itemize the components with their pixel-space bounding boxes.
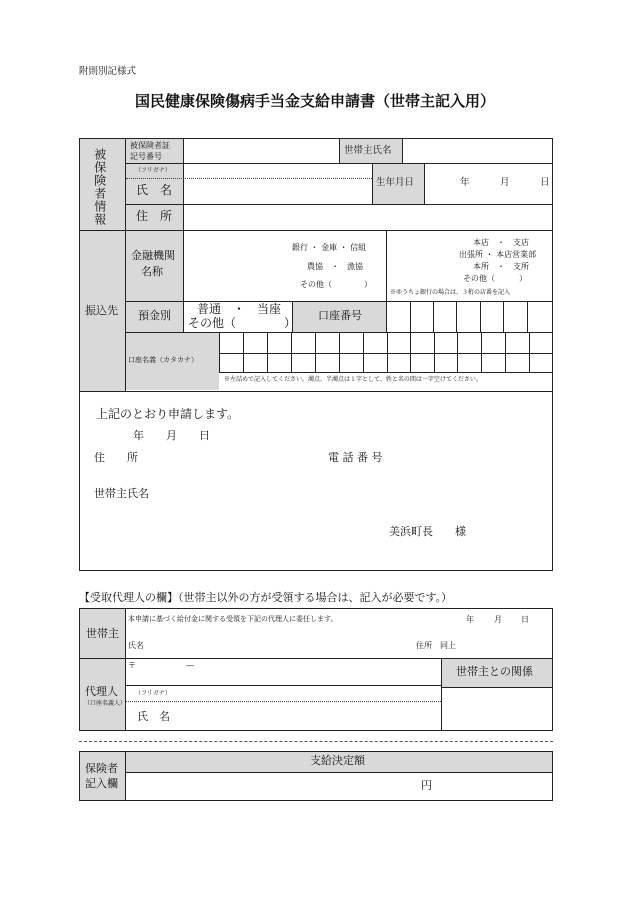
declaration-phone-label: 電 話 番 号: [328, 451, 383, 464]
cut-line: [79, 741, 553, 742]
delegation-text: 本申請に基づく給付金に関する受領を下記の代理人に委任します。: [128, 615, 338, 623]
agent-name-field[interactable]: [180, 704, 438, 729]
holder-note: ※左詰めで記入してください。濁点、半濁点は１字として、姓と名の間は一字空けてください。: [224, 376, 482, 383]
form-title: 国民健康保険傷病手当金支給申請書（世帯主記入用）: [134, 92, 495, 110]
declaration-statement: 上記のとおり申請します。: [96, 407, 240, 421]
holder-label: 口座名義（カタカナ）: [128, 356, 198, 364]
form-id: 附則別記様式: [79, 66, 137, 77]
agent-name-label: 氏 名: [137, 710, 170, 723]
insurer-label-1: 保険者: [85, 762, 118, 775]
address-field[interactable]: [185, 206, 551, 229]
card-number-field[interactable]: [185, 140, 337, 162]
addressee: 美浜町長 様: [389, 525, 466, 538]
birth-month: 月: [500, 177, 510, 188]
amount-field[interactable]: [130, 774, 410, 799]
proxy-head-label: 世帯主: [86, 627, 119, 640]
branch-types-3: 本所 ・ 支所: [473, 262, 529, 271]
insurer-label-cell: [80, 752, 125, 800]
proxy-heading: 【受取代理人の欄】（世帯主以外の方が受領する場合は、記入が必要です。）: [79, 591, 453, 604]
bank-section-label: 振込先: [85, 304, 118, 317]
birth-day: 日: [540, 177, 550, 188]
agent-label: 代理人: [85, 685, 118, 698]
declaration-address-label: 住 所: [94, 451, 138, 464]
delegation-year: 年: [466, 615, 474, 624]
delegation-day: 日: [521, 615, 529, 624]
insurer-label-2: 記入欄: [85, 777, 118, 790]
proxy-head-name-field[interactable]: [150, 638, 400, 654]
delegation-month: 月: [494, 615, 502, 624]
relation-field[interactable]: [443, 689, 551, 730]
institution-types-1: 銀行 ・ 金庫 ・ 信組: [292, 243, 367, 252]
declaration-head-name-field[interactable]: [160, 486, 360, 504]
branch-types-1: 本店 ・ 支店: [473, 238, 529, 247]
head-name-field[interactable]: [404, 140, 551, 162]
postal-dash: ―: [186, 661, 194, 670]
agent-furigana-label: （フリガナ）: [135, 690, 171, 697]
institution-types-3: その他（ ）: [300, 280, 372, 289]
account-number-field[interactable]: [388, 303, 551, 332]
name-field[interactable]: [185, 165, 370, 203]
institution-label-1: 金融機関: [131, 249, 175, 262]
yen-label: 円: [421, 779, 432, 792]
address-label: 住 所: [136, 209, 173, 223]
declaration-head-name-label: 世帯主氏名: [94, 487, 149, 500]
proxy-address-same: 住所 同上: [416, 641, 456, 650]
institution-label-2: 名称: [141, 265, 163, 278]
declaration-address-field[interactable]: [160, 450, 320, 468]
postal-mark: 〒: [128, 661, 136, 670]
deposit-types-2: その他（ ）: [188, 316, 297, 330]
branch-types-4: その他（ ）: [463, 274, 527, 283]
declaration-date: 年 月 日: [133, 429, 210, 442]
declaration-phone-field[interactable]: [400, 450, 540, 468]
institution-types-2: 農協 ・ 漁協: [307, 262, 363, 271]
branch-types-2: 出張所 ・ 本店営業部: [459, 250, 537, 259]
yucho-note: ※ゆうちょ銀行の場合は、３桁の店番を記入: [390, 289, 511, 296]
furigana-label: （フリガナ）: [135, 167, 171, 174]
name-label: 氏 名: [136, 183, 173, 197]
agent-address-field[interactable]: [140, 660, 438, 684]
card-number-label-2: 記号番号: [130, 152, 162, 161]
agent-sub-label: （口座名義人）: [84, 700, 127, 707]
head-name-label: 世帯主氏名: [344, 145, 392, 156]
account-number-label: 口座番号: [318, 309, 362, 322]
birth-year: 年: [460, 177, 470, 188]
insured-section-label: 被保険者情報: [92, 148, 107, 226]
relation-label: 世帯主との関係: [456, 665, 533, 678]
deposit-types-1: 普通 ・ 当座: [197, 302, 282, 316]
birth-label: 生年月日: [376, 177, 415, 188]
holder-name-grid[interactable]: [220, 334, 551, 372]
deposit-type-label: 預金別: [138, 309, 171, 322]
card-number-label-1: 被保険者証: [130, 141, 170, 150]
amount-label: 支給決定額: [310, 754, 365, 767]
proxy-head-name-label: 氏名: [128, 641, 144, 650]
